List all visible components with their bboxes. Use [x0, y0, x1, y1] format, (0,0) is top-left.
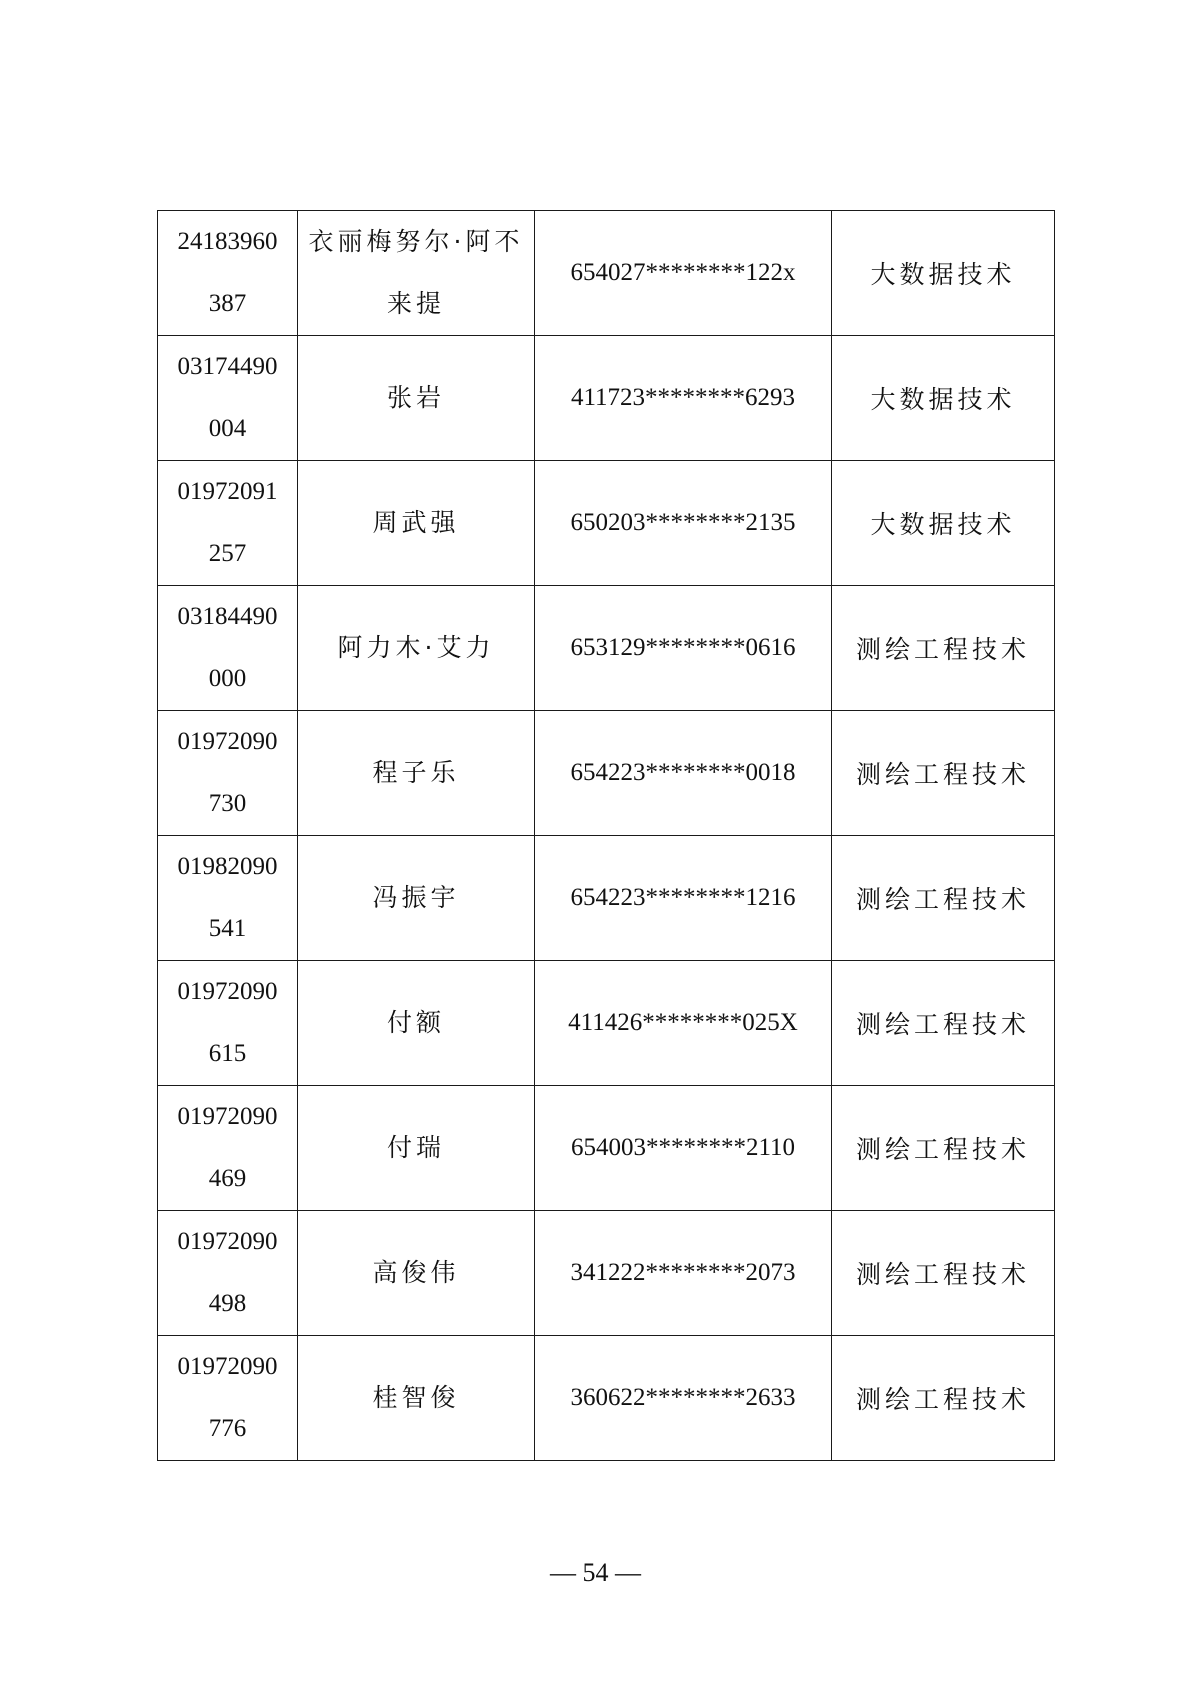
candidate-number-cell: 24183960 387	[158, 211, 298, 336]
candidate-number-cell: 01972091 257	[158, 461, 298, 586]
id-card-cell: 360622********2633	[535, 1336, 832, 1461]
id-card-cell: 411723********6293	[535, 336, 832, 461]
id-card-cell: 341222********2073	[535, 1211, 832, 1336]
candidate-number-cell: 01982090 541	[158, 836, 298, 961]
major-cell: 大数据技术	[832, 211, 1055, 336]
major-cell: 测绘工程技术	[832, 1211, 1055, 1336]
table-row	[158, 1211, 1055, 1336]
table-row	[158, 586, 1055, 711]
student-name-cell: 付瑞	[298, 1086, 535, 1211]
candidate-number-cell: 01972090 776	[158, 1336, 298, 1461]
candidate-number-cell: 01972090 730	[158, 711, 298, 836]
table-row	[158, 961, 1055, 1086]
candidate-number-cell: 01972090 615	[158, 961, 298, 1086]
id-card-cell: 654223********1216	[535, 836, 832, 961]
student-name-cell: 桂智俊	[298, 1336, 535, 1461]
student-name-cell: 衣丽梅努尔·阿不来提	[298, 211, 535, 336]
id-card-cell: 653129********0616	[535, 586, 832, 711]
table-row	[158, 711, 1055, 836]
student-name-cell: 阿力木·艾力	[298, 586, 535, 711]
major-cell: 测绘工程技术	[832, 1336, 1055, 1461]
table-row	[158, 461, 1055, 586]
major-cell: 测绘工程技术	[832, 1086, 1055, 1211]
id-card-cell: 654027********122x	[535, 211, 832, 336]
page-number: — 54 —	[550, 1558, 641, 1587]
table-row	[158, 336, 1055, 461]
major-cell: 测绘工程技术	[832, 711, 1055, 836]
student-name-cell: 高俊伟	[298, 1211, 535, 1336]
major-cell: 大数据技术	[832, 461, 1055, 586]
id-card-cell: 411426********025X	[535, 961, 832, 1086]
table-row	[158, 211, 1055, 336]
student-name-cell: 程子乐	[298, 711, 535, 836]
id-card-cell: 650203********2135	[535, 461, 832, 586]
candidate-number-cell: 01972090 469	[158, 1086, 298, 1211]
candidate-number-cell: 03184490 000	[158, 586, 298, 711]
table-row	[158, 1086, 1055, 1211]
major-cell: 测绘工程技术	[832, 961, 1055, 1086]
student-name-cell: 周武强	[298, 461, 535, 586]
major-cell: 测绘工程技术	[832, 836, 1055, 961]
major-cell: 测绘工程技术	[832, 586, 1055, 711]
student-name-cell: 冯振宇	[298, 836, 535, 961]
id-card-cell: 654223********0018	[535, 711, 832, 836]
id-card-cell: 654003********2110	[535, 1086, 832, 1211]
student-name-cell: 张岩	[298, 336, 535, 461]
candidate-number-cell: 01972090 498	[158, 1211, 298, 1336]
table-row	[158, 836, 1055, 961]
candidate-number-cell: 03174490 004	[158, 336, 298, 461]
major-cell: 大数据技术	[832, 336, 1055, 461]
student-roster-table	[157, 210, 1055, 1461]
student-name-cell: 付额	[298, 961, 535, 1086]
table-row	[158, 1336, 1055, 1461]
